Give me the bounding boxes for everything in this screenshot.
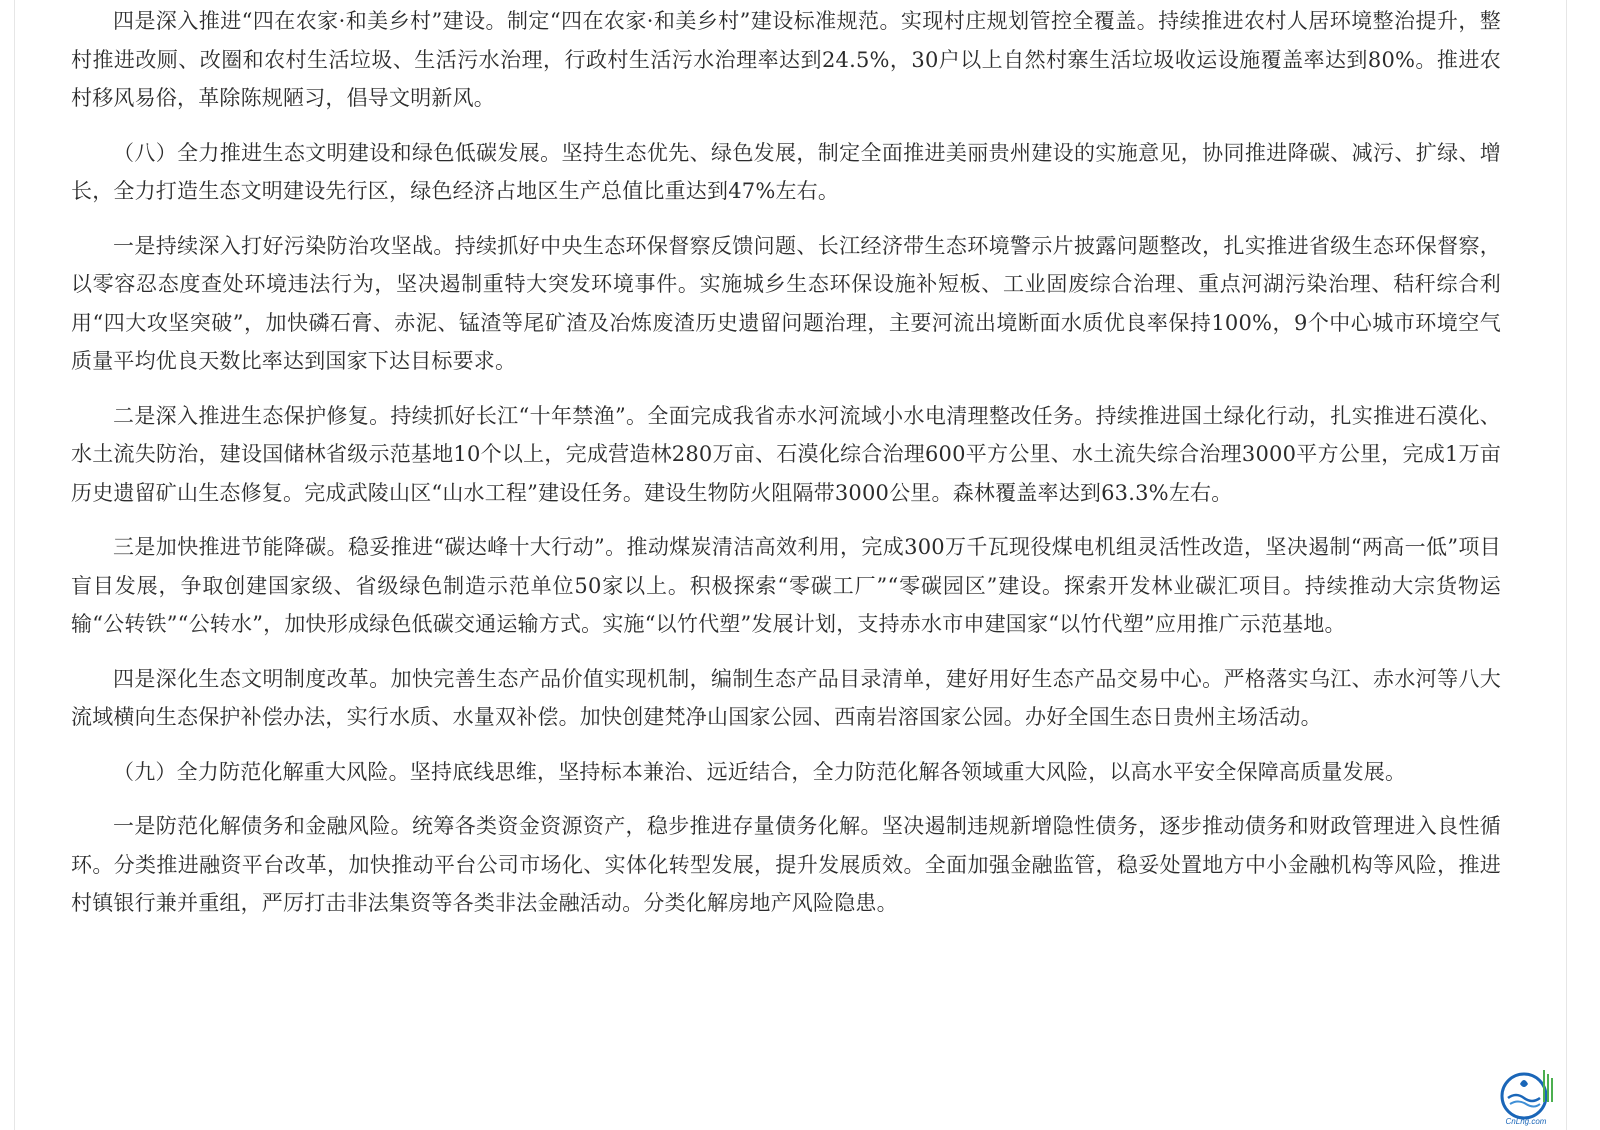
article-body: [71, 2, 1501, 939]
paragraph: 四是深入推进“四在农家·和美乡村”建设。制定“四在农家·和美乡村”建设标准规范。实现村庄规划管控全覆盖。持续推进农村人居环境整治提升，整村推进改厕、改圈和农村生活垃圾、生活污水治理，行政村生活污水治理率达到24.5%，30户以上自然村寨生活垃圾收运设施覆盖率达到80%。推进农村移风易俗，革除陈规陋习，倡导文明新风。: [71, 9, 1501, 110]
page: [14, 0, 1567, 1130]
paragraph: 一是持续深入打好污染防治攻坚战。持续抓好中央生态环保督察反馈问题、长江经济带生态环境警示片披露问题整改，扎实推进省级生态环保督察，以零容忍态度查处环境违法行为，坚决遏制重特大突发环境事件。实施城乡生态环保设施补短板、工业固废综合治理、重点河湖污染治理、秸秆综合利用“四大攻坚突破”，加快磷石膏、赤泥、锰渣等尾矿渣及冶炼废渣历史遗留问题治理，主要河流出境断面水质优良率保持100%，9个中心城市环境空气质量平均优良天数比率达到国家下达目标要求。: [71, 233, 1501, 373]
paragraph: 一是防范化解债务和金融风险。统筹各类资金资源资产，稳步推进存量债务化解。坚决遏制违规新增隐性债务，逐步推动债务和财政管理进入良性循环。分类推进融资平台改革，加快推动平台公司市场化、实体化转型发展，提升发展质效。全面加强金融监管，稳妥处置地方中小金融机构等风险，推进村镇银行兼并重组，严厉打击非法集资等各类非法金融活动。分类化解房地产风险隐患。: [71, 814, 1501, 915]
watermark-logo: [1494, 1062, 1558, 1126]
paragraph: （八）全力推进生态文明建设和绿色低碳发展。坚持生态优先、绿色发展，制定全面推进美丽贵州建设的实施意见，协同推进降碳、减污、扩绿、增长，全力打造生态文明建设先行区，绿色经济占地区生产总值比重达到47%左右。: [71, 140, 1501, 203]
paragraph: 三是加快推进节能降碳。稳妥推进“碳达峰十大行动”。推动煤炭清洁高效利用，完成300万千瓦现役煤电机组灵活性改造，坚决遏制“两高一低”项目盲目发展，争取创建国家级、省级绿色制造示范单位50家以上。积极探索“零碳工厂”“零碳园区”建设。探索开发林业碳汇项目。持续推动大宗货物运输“公转铁”“公转水”，加快形成绿色低碳交通运输方式。实施“以竹代塑”发展计划，支持赤水市申建国家“以竹代塑”应用推广示范基地。: [71, 535, 1501, 636]
watermark-text: CnLng.com: [1505, 1117, 1547, 1126]
paragraph: 二是深入推进生态保护修复。持续抓好长江“十年禁渔”。全面完成我省赤水河流域小水电清理整改任务。持续推进国土绿化行动，扎实推进石漠化、水土流失防治，建设国储林省级示范基地10个以上，完成营造林280万亩、石漠化综合治理600平方公里、水土流失综合治理3000平方公里，完成1万亩历史遗留矿山生态修复。完成武陵山区“山水工程”建设任务。建设生物防火阻隔带3000公里。森林覆盖率达到63.3%左右。: [71, 403, 1501, 505]
paragraph: （九）全力防范化解重大风险。坚持底线思维，坚持标本兼治、远近结合，全力防范化解各领域重大风险，以高水平安全保障高质量发展。: [113, 759, 1407, 784]
paragraph: 四是深化生态文明制度改革。加快完善生态产品价值实现机制，编制生态产品目录清单，建好用好生态产品交易中心。严格落实乌江、赤水河等八大流域横向生态保护补偿办法，实行水质、水量双补偿。加快创建梵净山国家公园、西南岩溶国家公园。办好全国生态日贵州主场活动。: [71, 666, 1501, 729]
